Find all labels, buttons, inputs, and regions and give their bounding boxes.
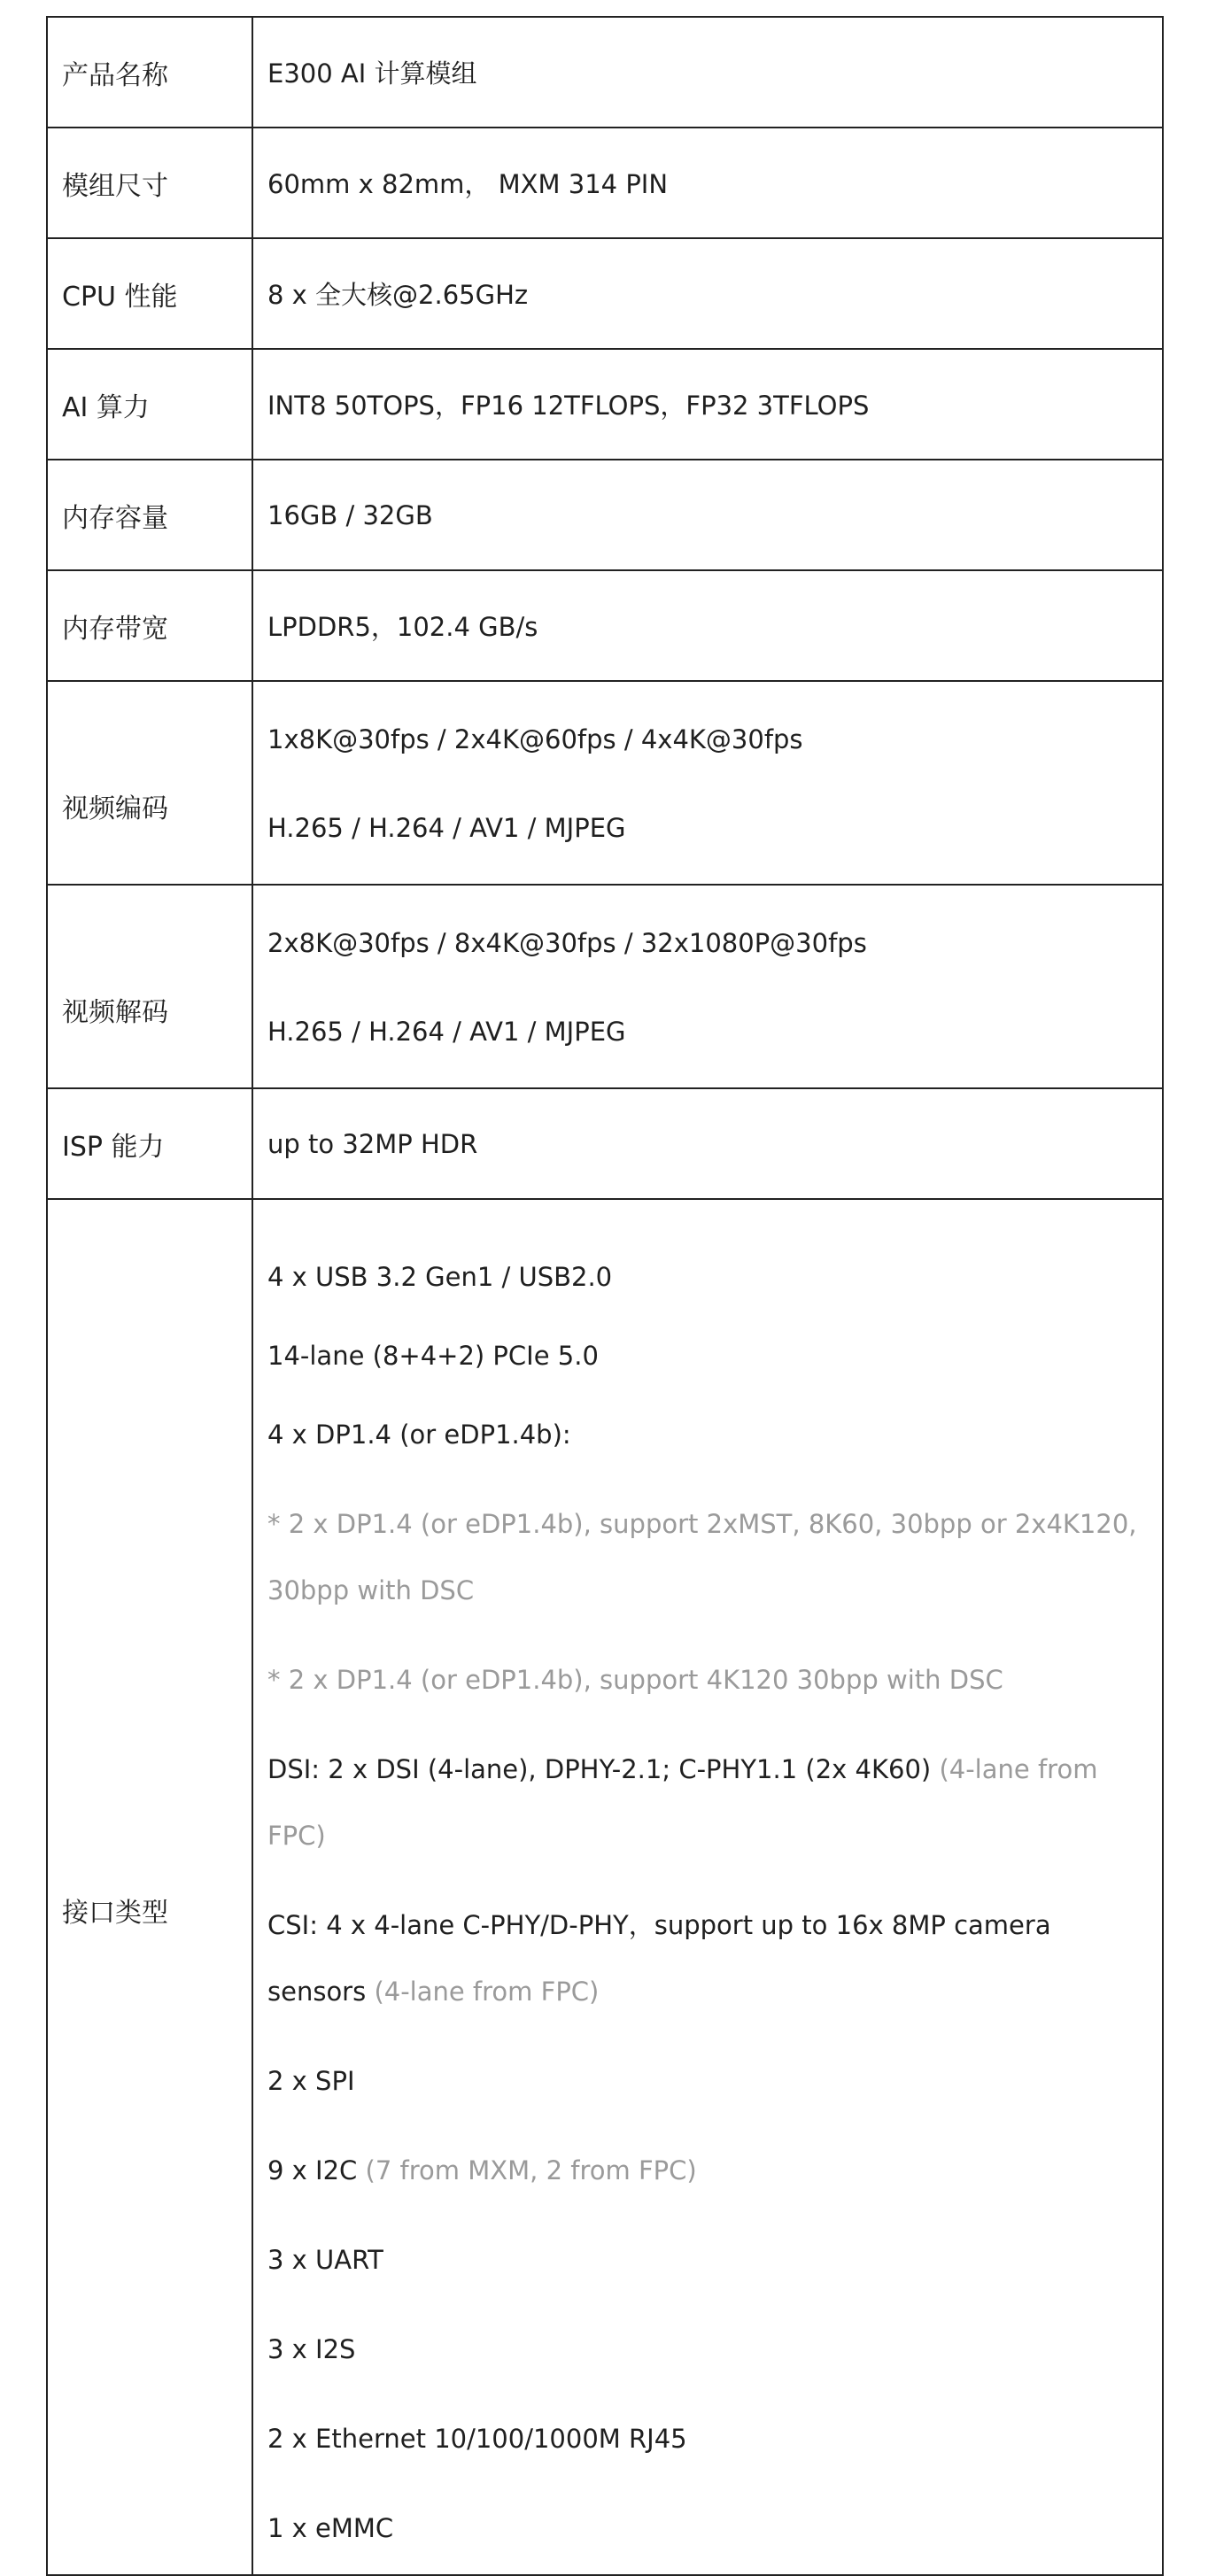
table-row bbox=[47, 238, 1163, 349]
row-value: INT8 50TOPS，FP16 12TFLOPS，FP32 3TFLOPS bbox=[252, 349, 1163, 460]
interface-item: 4 x USB 3.2 Gen1 / USB2.0 bbox=[267, 1262, 613, 1292]
interface-item-note: * 2 x DP1.4 (or eDP1.4b), support 2xMST, 8K60, 30bpp or 2x4K120, 30bpp with DSC bbox=[267, 1509, 1137, 1605]
value-line: H.265 / H.264 / AV1 / MJPEG bbox=[267, 1017, 626, 1047]
table-row bbox=[47, 570, 1163, 681]
row-value: 8 x 全大核@2.65GHz bbox=[252, 238, 1163, 349]
table-row bbox=[47, 1088, 1163, 1199]
interface-item: 14-lane (8+4+2) PCIe 5.0 bbox=[267, 1341, 599, 1371]
spec-table bbox=[46, 16, 1164, 2576]
row-value bbox=[252, 1199, 1163, 2575]
row-label: 接口类型 bbox=[47, 1199, 252, 2575]
row-label: 内存容量 bbox=[47, 460, 252, 570]
interface-list bbox=[267, 1200, 1150, 2574]
row-label: AI 算力 bbox=[47, 349, 252, 460]
table-row bbox=[47, 128, 1163, 238]
table-row bbox=[47, 349, 1163, 460]
row-label: 产品名称 bbox=[47, 17, 252, 128]
interface-item: 2 x SPI bbox=[267, 2066, 355, 2096]
row-label: CPU 性能 bbox=[47, 238, 252, 349]
value-line: H.265 / H.264 / AV1 / MJPEG bbox=[267, 813, 626, 843]
interface-item: 3 x I2S bbox=[267, 2334, 356, 2364]
interface-item: 9 x I2C (7 from MXM, 2 from FPC) bbox=[267, 2155, 697, 2185]
row-value bbox=[252, 885, 1163, 1088]
row-label: 模组尺寸 bbox=[47, 128, 252, 238]
value-line: 2x8K@30fps / 8x4K@30fps / 32x1080P@30fps bbox=[267, 928, 867, 958]
row-value: up to 32MP HDR bbox=[252, 1088, 1163, 1199]
interface-item: 3 x UART bbox=[267, 2245, 383, 2275]
row-value: 16GB / 32GB bbox=[252, 460, 1163, 570]
row-value: 60mm x 82mm， MXM 314 PIN bbox=[252, 128, 1163, 238]
row-label: ISP 能力 bbox=[47, 1088, 252, 1199]
row-label: 视频编码 bbox=[47, 681, 252, 885]
table-row bbox=[47, 460, 1163, 570]
row-value: LPDDR5，102.4 GB/s bbox=[252, 570, 1163, 681]
interface-item: 1 x eMMC bbox=[267, 2513, 394, 2543]
row-label: 内存带宽 bbox=[47, 570, 252, 681]
interface-item: CSI: 4 x 4-lane C-PHY/D-PHY，support up to 16x 8MP camera sensors (4-lane from FPC) bbox=[267, 1910, 1051, 2007]
row-label: 视频解码 bbox=[47, 885, 252, 1088]
table-row bbox=[47, 885, 1163, 1088]
value-line: 1x8K@30fps / 2x4K@60fps / 4x4K@30fps bbox=[267, 724, 803, 754]
interface-item-note: * 2 x DP1.4 (or eDP1.4b), support 4K120 30bpp with DSC bbox=[267, 1665, 1003, 1695]
table-row bbox=[47, 17, 1163, 128]
row-value bbox=[252, 681, 1163, 885]
row-value: E300 AI 计算模组 bbox=[252, 17, 1163, 128]
table-row bbox=[47, 1199, 1163, 2575]
table-row bbox=[47, 681, 1163, 885]
interface-item: DSI: 2 x DSI (4-lane), DPHY-2.1; C-PHY1.1 (2x 4K60) (4-lane from FPC) bbox=[267, 1754, 1098, 1851]
interface-item: 2 x Ethernet 10/100/1000M RJ45 bbox=[267, 2424, 687, 2454]
interface-item: 4 x DP1.4 (or eDP1.4b): bbox=[267, 1420, 571, 1450]
